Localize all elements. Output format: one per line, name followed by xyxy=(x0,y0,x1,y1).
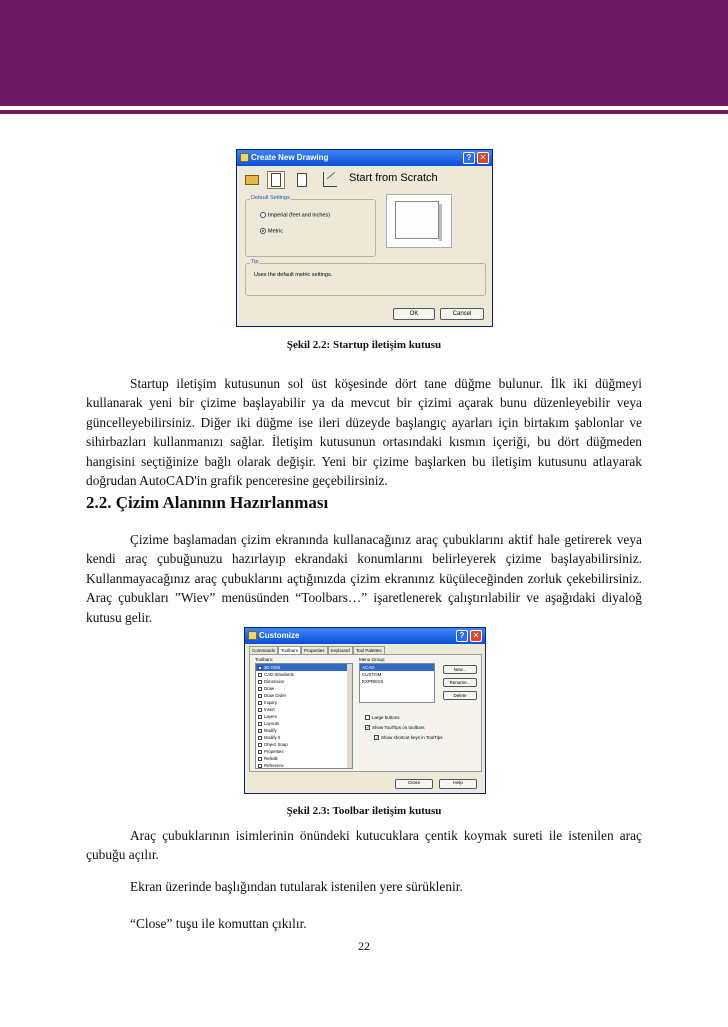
app-icon xyxy=(240,153,249,162)
close-button[interactable]: Close xyxy=(395,779,433,789)
toolbar-list-item[interactable] xyxy=(256,678,352,685)
toolbar-checkbox[interactable]: ✓ xyxy=(259,728,263,734)
delete-button[interactable]: Delete xyxy=(443,691,477,700)
toolbar-label: Refedit xyxy=(264,756,278,761)
figure1-caption: Şekil 2.2: Startup iletişim kutusu xyxy=(286,339,442,351)
dialog-title-bar[interactable] xyxy=(237,150,492,166)
help-icon[interactable]: ? xyxy=(463,152,475,164)
tab-panel xyxy=(249,654,482,772)
paragraph-close: “Close” tuşu ile komuttan çıkılır. xyxy=(130,916,307,931)
toolbar-list-item[interactable] xyxy=(256,671,352,678)
help-button[interactable]: Help xyxy=(439,779,477,789)
tab-keyboard[interactable]: Keyboard xyxy=(328,646,353,654)
menu-group-item[interactable]: EXPRESS xyxy=(362,679,384,684)
start-from-scratch-button[interactable] xyxy=(267,171,285,189)
toolbars-label: Toolbars: xyxy=(255,657,274,662)
menu-group-item[interactable]: ACAD xyxy=(360,664,434,671)
toolbar-checkbox[interactable] xyxy=(258,708,262,712)
metric-label: Metric xyxy=(268,228,283,235)
toolbar-list-item[interactable] xyxy=(256,692,352,699)
app-icon xyxy=(248,631,257,640)
tab-properties[interactable]: Properties xyxy=(301,646,328,654)
header-rule xyxy=(0,110,728,114)
show-shortcut-checkbox: ✓ xyxy=(375,735,380,742)
menu-group-label: Menu Group: xyxy=(359,657,386,662)
default-settings-label: Default Settings xyxy=(251,195,290,201)
section-heading: 2.2. Çizim Alanının Hazırlanması xyxy=(86,493,329,512)
paragraph-drag: Ekran üzerinde başlığından tutularak istenilen yere sürüklenir. xyxy=(130,879,463,894)
toolbar-checkbox[interactable] xyxy=(258,743,262,747)
toolbar-list-item[interactable] xyxy=(256,734,352,741)
toolbar-checkbox[interactable]: ✓ xyxy=(259,714,263,720)
imperial-label: Imperial (feet and inches) xyxy=(268,212,331,219)
figure2-caption: Şekil 2.3: Toolbar iletişim kutusu xyxy=(286,805,442,817)
large-buttons-label: Large buttons xyxy=(372,715,400,720)
toolbar-list-item[interactable] xyxy=(256,755,352,762)
toolbar-list-item[interactable] xyxy=(256,741,352,748)
cancel-button[interactable]: Cancel xyxy=(440,308,484,320)
header-banner xyxy=(0,0,728,106)
blank-document-icon xyxy=(271,173,281,187)
imperial-radio[interactable] xyxy=(260,212,330,218)
show-tooltips-option[interactable] xyxy=(365,725,425,730)
toolbar-label: Draw xyxy=(264,686,275,691)
tab-toolbars[interactable]: Toolbars xyxy=(278,646,301,654)
menu-group-item[interactable]: CUSTOM xyxy=(362,672,382,677)
option-heading: Start from Scratch xyxy=(349,172,438,184)
tab-strip xyxy=(249,646,385,654)
toolbar-label: Dimension xyxy=(264,679,285,684)
ok-button[interactable]: OK xyxy=(393,308,435,320)
close-icon[interactable]: ✕ xyxy=(470,630,482,642)
toolbar-list-item[interactable] xyxy=(256,699,352,706)
rename-button[interactable]: Rename... xyxy=(443,678,477,687)
toolbar-list-item[interactable] xyxy=(256,664,352,671)
show-shortcut-option[interactable] xyxy=(374,735,443,740)
toolbar-label: Modify xyxy=(264,728,277,733)
paragraph-startup: Startup iletişim kutusunun sol üst köşesinde dört tane düğme bulunur. İlk iki düğmeyi kullanarak yeni bir çizime başlayabilir ya da mevcut bir çizimi açarak bunu düzenleyebilir veya güncelleyebilirsiniz. Diğer iki düğme ise ileri düzeyde başlangıç ayarları için birtakım şablonlar ve sihirbazları kullanmanızı sağlar. İletişim kutusunun ortasındaki kısmın içeriği, bu dört düğmeden hangisini seçtiğinize bağlı olarak değişir. Yeni bir çizime başlarken bu iletişim kutusunu atlayarak doğrudan AutoCAD'in grafik penceresine geçebilirsiniz. xyxy=(86,376,642,489)
paragraph-toolbars: Çizime başlamadan çizim ekranında kullanacağınız araç çubuklarını aktif hale getirerek veya kendi araç çubuğunuzu hazırlayıp ekrandaki konumlarını belirleyerek çizime başlayabilirsiniz. Kullanmayacağınız araç çubuklarını açtığınızda çizim ekranınız küçüleceğinden zorluk çekebilirsiniz. Araç çubukları ”Wiev” menüsünden “Toolbars…” işaretlenerek çalıştırılabilir ve aşağıdaki diyaloğ kutusu gelir. xyxy=(86,532,642,625)
tip-text: Uses the default metric settings. xyxy=(254,272,333,278)
toolbar-label: Insert xyxy=(264,707,275,712)
show-tooltips-label: Show ToolTips on toolbars xyxy=(372,725,425,730)
page-number: 22 xyxy=(358,939,370,953)
toolbar-list-item[interactable] xyxy=(256,748,352,755)
show-tooltips-checkbox: ✓ xyxy=(366,725,371,732)
toolbar-list-item[interactable] xyxy=(256,762,352,769)
sheet-shadow xyxy=(439,204,442,241)
toolbar-label: Inquiry xyxy=(264,700,277,705)
help-icon[interactable]: ? xyxy=(456,630,468,642)
toolbar-label: Reference xyxy=(264,763,284,768)
toolbar-list-item[interactable] xyxy=(256,713,352,720)
tab-tool-palettes[interactable]: Tool Palettes xyxy=(353,646,385,654)
toolbars-scrollbar[interactable] xyxy=(347,664,352,768)
toolbar-label: 3D Orbit xyxy=(264,665,280,670)
toolbar-checkbox[interactable] xyxy=(258,673,262,677)
toolbar-label: Modify II xyxy=(264,735,281,740)
metric-radio-dot xyxy=(260,228,266,234)
toolbar-checkbox[interactable] xyxy=(258,757,262,761)
toolbar-checkbox[interactable] xyxy=(258,666,262,670)
create-new-drawing-dialog xyxy=(236,149,493,327)
new-button[interactable]: New... xyxy=(443,665,477,674)
toolbar-checkbox[interactable]: ✓ xyxy=(259,686,263,692)
toolbar-label: Draw Order xyxy=(264,693,287,698)
imperial-radio-dot xyxy=(260,212,266,218)
toolbar-checkbox[interactable] xyxy=(258,736,262,740)
toolbars-list[interactable] xyxy=(255,663,353,769)
dialog-title: Create New Drawing xyxy=(251,153,329,162)
toolbar-label: Layers xyxy=(264,714,277,719)
toolbar-label: CAD Standards xyxy=(264,672,294,677)
toolbar-list-item[interactable] xyxy=(256,685,352,692)
template-icon[interactable] xyxy=(297,173,307,187)
customize-dialog xyxy=(244,627,486,794)
paragraph-checkboxes: Araç çubuklarının isimlerinin önündeki kutucuklara çentik koymak sureti ile istenilen araç çubuğu açılır. xyxy=(86,828,642,863)
toolbar-label: Object Snap xyxy=(264,742,288,747)
wizard-icon[interactable] xyxy=(323,172,337,187)
toolbar-checkbox[interactable] xyxy=(258,764,262,768)
dialog-title: Customize xyxy=(259,631,300,640)
default-settings-group xyxy=(245,195,376,257)
show-shortcut-label: Show shortcut keys in ToolTips xyxy=(381,735,443,740)
toolbar-list-item[interactable] xyxy=(256,720,352,727)
open-drawing-icon[interactable] xyxy=(245,175,259,185)
toolbar-label: Properties xyxy=(264,749,284,754)
toolbar-checkbox[interactable] xyxy=(258,680,262,684)
close-icon[interactable]: ✕ xyxy=(477,152,489,164)
metric-radio[interactable] xyxy=(260,228,283,234)
menu-group-list[interactable] xyxy=(359,663,435,703)
tip-label: Tip xyxy=(251,259,259,265)
sheet-preview xyxy=(395,201,439,239)
toolbar-checkbox[interactable]: ✓ xyxy=(259,749,263,755)
dialog-title-bar[interactable] xyxy=(245,628,485,644)
toolbar-label: Layouts xyxy=(264,721,280,726)
preview-panel xyxy=(386,194,452,248)
toolbar-checkbox[interactable] xyxy=(258,722,262,726)
large-buttons-option[interactable] xyxy=(365,715,400,720)
toolbar-list-item[interactable] xyxy=(256,727,352,734)
toolbar-list-item[interactable] xyxy=(256,706,352,713)
large-buttons-checkbox xyxy=(365,715,370,720)
toolbar-checkbox[interactable]: ✓ xyxy=(259,693,263,699)
tip-group xyxy=(245,259,486,296)
tab-commands[interactable]: Commands xyxy=(249,646,278,654)
toolbar-checkbox[interactable] xyxy=(258,701,262,705)
